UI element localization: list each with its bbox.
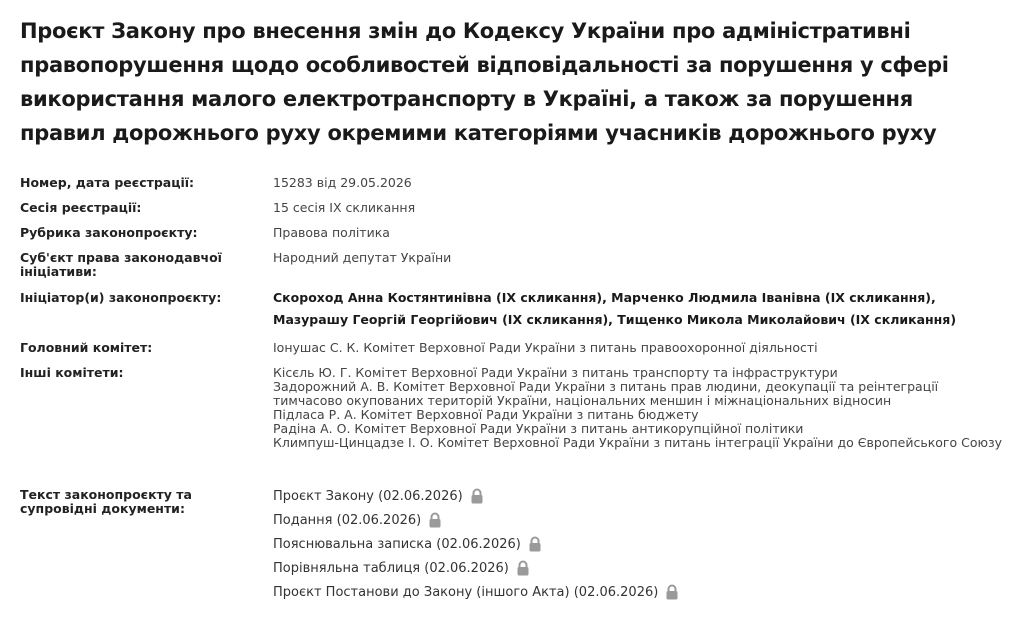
field-value: 15 сесія IX скликання	[273, 200, 416, 215]
field-registration	[20, 176, 1004, 201]
document-title: Проєкт Закону (02.06.2026)	[273, 488, 463, 504]
committee-item: Підласа Р. А. Комітет Верховної Ради України з питань бюджету	[273, 407, 699, 422]
field-label: Інші комітети:	[20, 365, 124, 380]
document-link[interactable]	[273, 484, 679, 508]
committee-item: Задорожний А. В. Комітет Верховної Ради України з питань прав людини, деокупації та реінтеграції тимчасово окупованих територій України, національних меншин і міжнаціональних відносин	[273, 379, 939, 408]
field-value: 15283 від 29.05.2026	[273, 175, 412, 190]
field-initiators	[20, 291, 1004, 341]
page-title: Проєкт Закону про внесення змін до Кодексу України про адміністративні правопорушення щодо особливостей відповідальності за порушення у сфері використання малого електротранспорту в Україні, а також за порушення правил дорожнього руху окремими категоріями учасників дорожнього руху	[20, 19, 949, 145]
document-link[interactable]	[273, 508, 679, 532]
committee-item: Кісєль Ю. Г. Комітет Верховної Ради України з питань транспорту та інфраструктури	[273, 365, 838, 380]
lock-icon	[428, 512, 442, 528]
field-documents	[20, 488, 1004, 604]
field-value: Народний депутат України	[273, 250, 452, 265]
field-value: Іонушас С. К. Комітет Верховної Ради України з питань правоохоронної діяльності	[273, 340, 818, 355]
document-link[interactable]	[273, 580, 679, 604]
field-label: Сесія реєстрації:	[20, 200, 142, 215]
committee-item: Радіна А. О. Комітет Верховної Ради України з питань антикорупційної політики	[273, 421, 804, 436]
field-label: Суб'єкт права законодавчої ініціативи:	[20, 250, 222, 279]
committees-list	[273, 366, 1004, 450]
document-link[interactable]	[273, 556, 679, 580]
lock-icon	[528, 536, 542, 552]
field-label: Номер, дата реєстрації:	[20, 175, 195, 190]
field-label: Ініціатор(и) законопроєкту:	[20, 290, 222, 305]
document-link[interactable]	[273, 532, 679, 556]
field-label: Текст законопроєкту та супровідні документи:	[20, 487, 192, 516]
field-label: Рубрика законопроєкту:	[20, 225, 198, 240]
field-subject	[20, 251, 1004, 291]
documents-list	[273, 488, 679, 604]
lock-icon	[665, 584, 679, 600]
committee-item: Климпуш-Цинцадзе І. О. Комітет Верховної Ради України з питань інтеграції України до Європейського Союзу	[273, 435, 1003, 450]
field-value: Правова політика	[273, 225, 390, 240]
initiators-value: Скороход Анна Костянтинівна (IX скликання), Марченко Людмила Іванівна (IX скликання), Мазурашу Георгій Георгійович (IX скликання), Тищенко Микола Миколайович (IX скликання)	[273, 290, 957, 327]
field-other-committees	[20, 366, 1004, 488]
field-session	[20, 201, 1004, 226]
document-title: Подання (02.06.2026)	[273, 512, 422, 528]
document-title: Порівняльна таблиця (02.06.2026)	[273, 560, 509, 576]
lock-icon	[516, 560, 530, 576]
document-title: Проєкт Постанови до Закону (іншого Акта) (02.06.2026)	[273, 584, 659, 600]
field-main-committee	[20, 341, 1004, 366]
field-rubric	[20, 226, 1004, 251]
document-title: Пояснювальна записка (02.06.2026)	[273, 536, 521, 552]
lock-icon	[470, 488, 484, 504]
field-label: Головний комітет:	[20, 340, 153, 355]
